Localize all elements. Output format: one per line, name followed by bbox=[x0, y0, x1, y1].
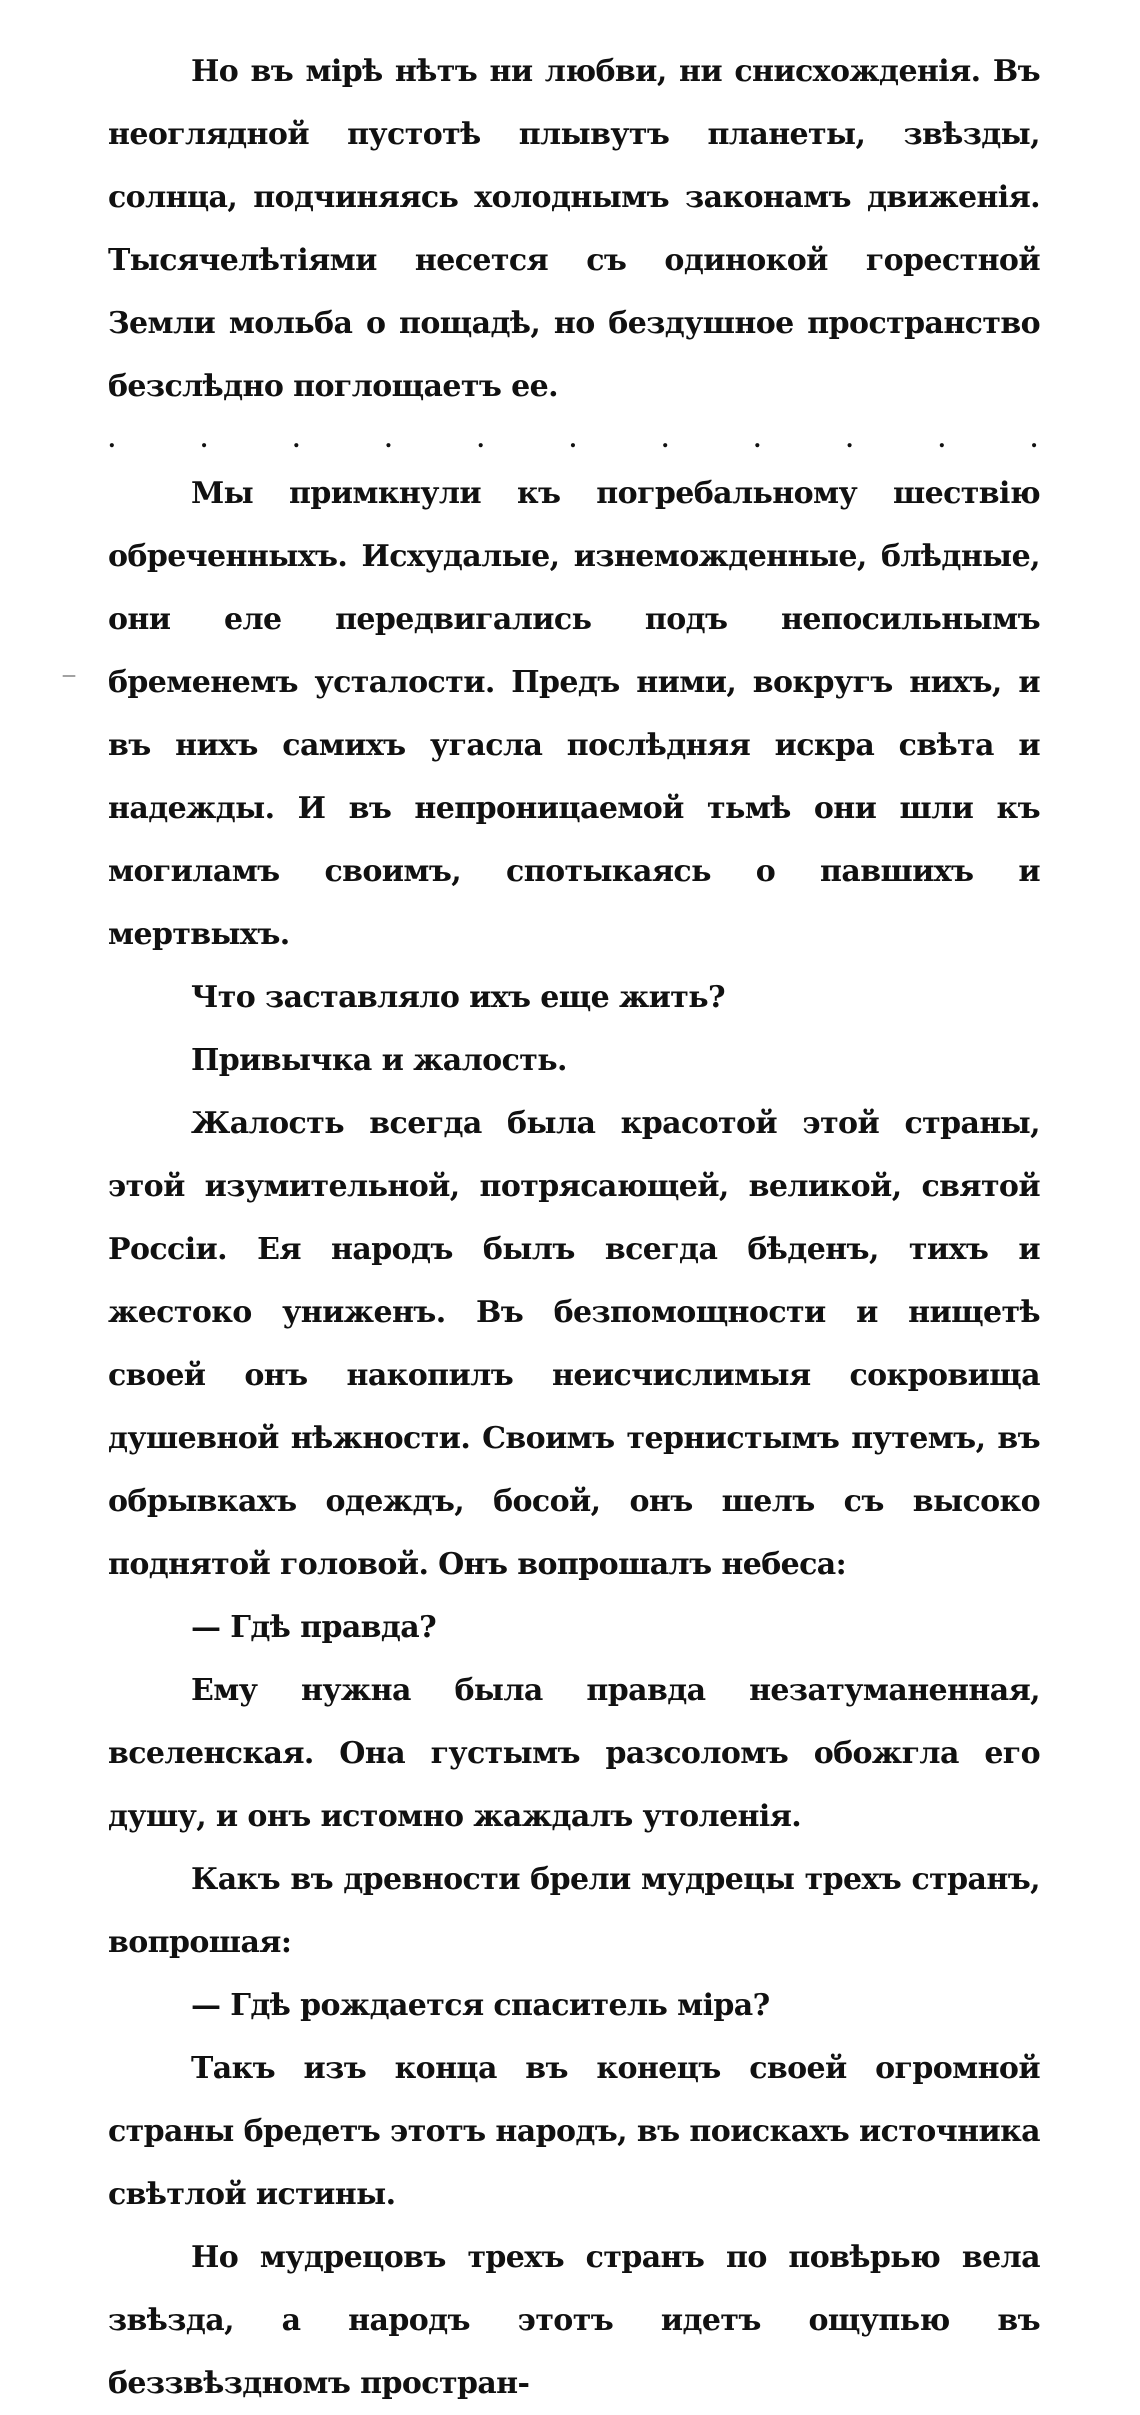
separator-dot: . bbox=[476, 427, 485, 453]
separator-dot: . bbox=[569, 427, 577, 453]
separator-dot: . bbox=[200, 427, 208, 453]
paragraph-5: Жалость всегда была красотой этой страны, этой изумительной, потрясающей, великой, святой Россіи. Ея народъ былъ всегда бѣденъ, тихъ и жестоко униженъ. Въ безпомощности и нищетѣ своей онъ накопилъ неисчислимыя сокровища душевной нѣжности. Своимъ тернистымъ путемъ, въ обрывкахъ одеждъ, босой, онъ шелъ съ высоко поднятой головой. Онъ вопрошалъ небеса: bbox=[108, 1106, 1040, 1582]
paragraph-1: Но въ мірѣ нѣтъ ни любви, ни снисхожденія. Въ неоглядной пустотѣ плывутъ планеты, звѣзды, солнца, подчиняясь холоднымъ законамъ движенія. Тысячелѣтіями несется съ одинокой горестной Земли мольба о пощадѣ, но бездушное пространство безслѣдно поглощаетъ ее. bbox=[108, 54, 1040, 404]
paragraph-3: Что заставляло ихъ еще жить? bbox=[191, 980, 726, 1015]
separator-dot: . bbox=[108, 427, 116, 453]
paragraph-9: — Гдѣ рождается спаситель міра? bbox=[191, 1988, 770, 2023]
separator-dot: . bbox=[384, 427, 393, 453]
paragraph-7: Ему нужна была правда незатуманенная, вселенская. Она густымъ разсоломъ обожгла его душу, и онъ истомно жаждалъ утоленія. bbox=[108, 1673, 1040, 1834]
paragraph-2: Мы примкнули къ погребальному шествію обреченныхъ. Исхудалые, изнеможденные, блѣдные, они еле передвигались подъ непосильнымъ бременемъ усталости. Предъ ними, вокругъ нихъ, и въ нихъ самихъ угасла послѣдняя искра свѣта и надежды. И въ непроницаемой тьмѣ они шли къ могиламъ своимъ, спотыкаясь о павшихъ и мертвыхъ. bbox=[108, 476, 1040, 952]
paragraph-10: Такъ изъ конца въ конецъ своей огромной страны бредетъ этотъ народъ, въ поискахъ источника свѣтлой истины. bbox=[108, 2051, 1040, 2212]
separator-dot: . bbox=[661, 427, 669, 453]
separator-dot: . bbox=[292, 427, 301, 453]
separator-dot: . bbox=[845, 427, 854, 453]
separator-dot: . bbox=[1030, 427, 1038, 453]
paragraph-4: Привычка и жалость. bbox=[191, 1043, 567, 1078]
separator-dot: . bbox=[937, 427, 946, 453]
dot-separator bbox=[108, 418, 1040, 462]
paragraph-11: Но мудрецовъ трехъ странъ по повѣрью вела звѣзда, а народъ этотъ идетъ ощупью въ беззвѣздномъ простран- bbox=[108, 2240, 1040, 2401]
paragraph-8: Какъ въ древности брели мудрецы трехъ странъ, вопрошая: bbox=[108, 1862, 1040, 1960]
paragraph-6: — Гдѣ правда? bbox=[191, 1610, 437, 1645]
margin-tick-mark: — bbox=[62, 668, 76, 684]
separator-dot: . bbox=[753, 427, 762, 453]
